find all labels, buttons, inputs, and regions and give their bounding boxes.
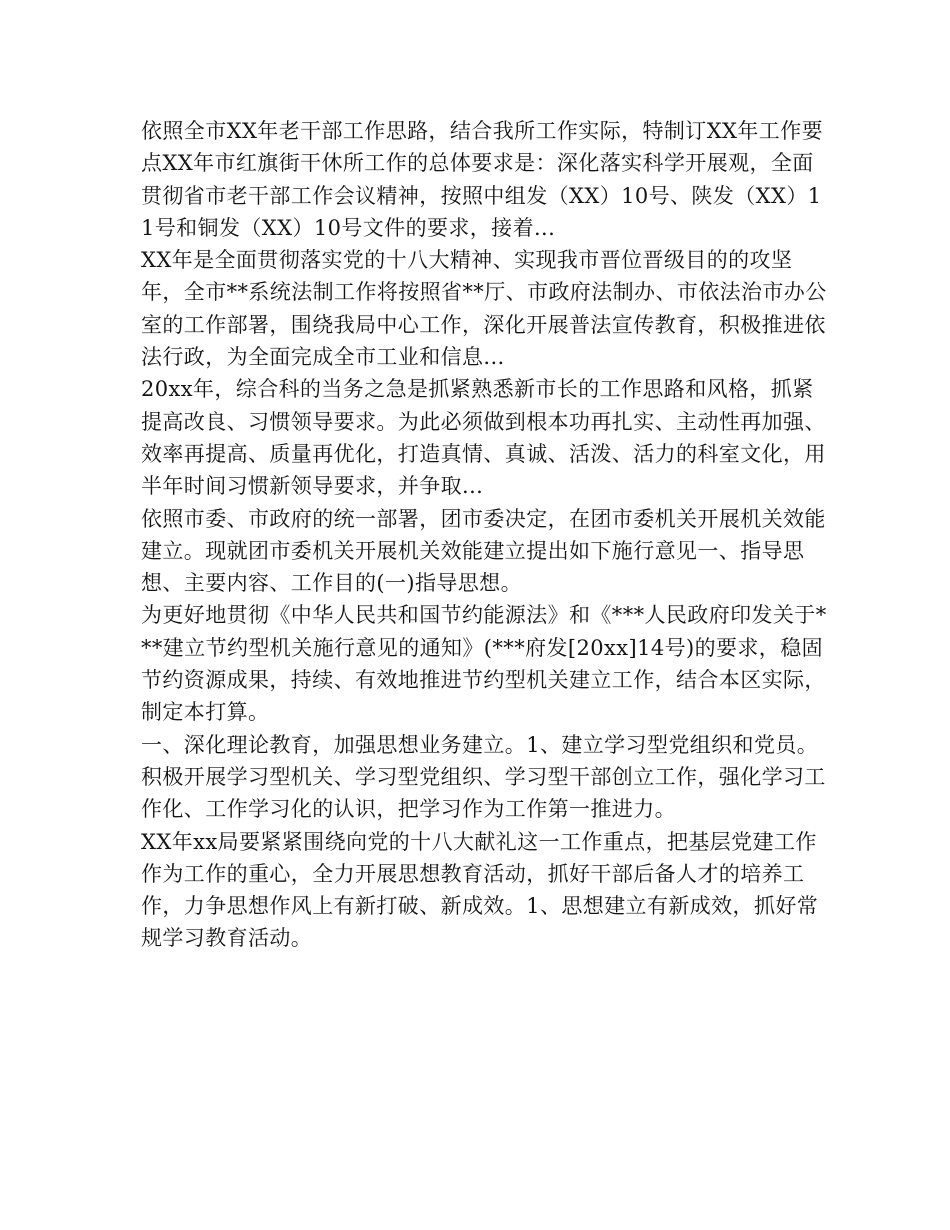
paragraph-3: 20xx年，综合科的当务之急是抓紧熟悉新市长的工作思路和风格，抓紧提高改良、习惯领导要求。为此必须做到根本功再扎实、主动性再加强、效率再提高、质量再优化，打造真情、真诚、活泼、活力的科室文化，用半年时间习惯新领导要求，并争取... — [141, 377, 826, 499]
paragraph-4: 依照市委、市政府的统一部署，团市委决定，在团市委机关开展机关效能建立。现就团市委机关开展机关效能建立提出如下施行意见一、指导思想、主要内容、工作目的(一)指导思想。 — [141, 506, 826, 596]
document-body — [141, 115, 831, 955]
paragraph-1: 依照全市XX年老干部工作思路，结合我所工作实际，特制订XX年工作要点XX年市红旗街干休所工作的总体要求是：深化落实科学开展观，全面贯彻省市老干部工作会议精神，按照中组发（XX）10号、陕发（XX）11号和铜发（XX）10号文件的要求，接着... — [141, 119, 823, 240]
paragraph-7: XX年xx局要紧紧围绕向党的十八大献礼这一工作重点，把基层党建工作作为工作的重心，全力开展思想教育活动，抓好干部后备人才的培养工作，力争思想作风上有新打破、新成效。1、思想建立有新成效，抓好常规学习教育活动。 — [141, 829, 819, 951]
paragraph-6: 一、深化理论教育，加强思想业务建立。1、建立学习型党组织和党员。积极开展学习型机关、学习型党组织、学习型干部创立工作，强化学习工作化、工作学习化的认识，把学习作为工作第一推进力。 — [141, 732, 826, 822]
paragraph-2: XX年是全面贯彻落实党的十八大精神、实现我市晋位晋级目的的攻坚年，全市**系统法制工作将按照省**厅、市政府法制办、市依法治市办公室的工作部署，围绕我局中心工作，深化开展普法宣传教育，积极推进依法行政，为全面完成全市工业和信息... — [141, 248, 827, 370]
paragraph-5: 为更好地贯彻《中华人民共和国节约能源法》和《***人民政府印发关于***建立节约型机关施行意见的通知》(***府发[20xx]14号)的要求，稳固节约资源成果，持续、有效地推进节约型机关建立工作，结合本区实际，制定本打算。 — [141, 603, 827, 725]
